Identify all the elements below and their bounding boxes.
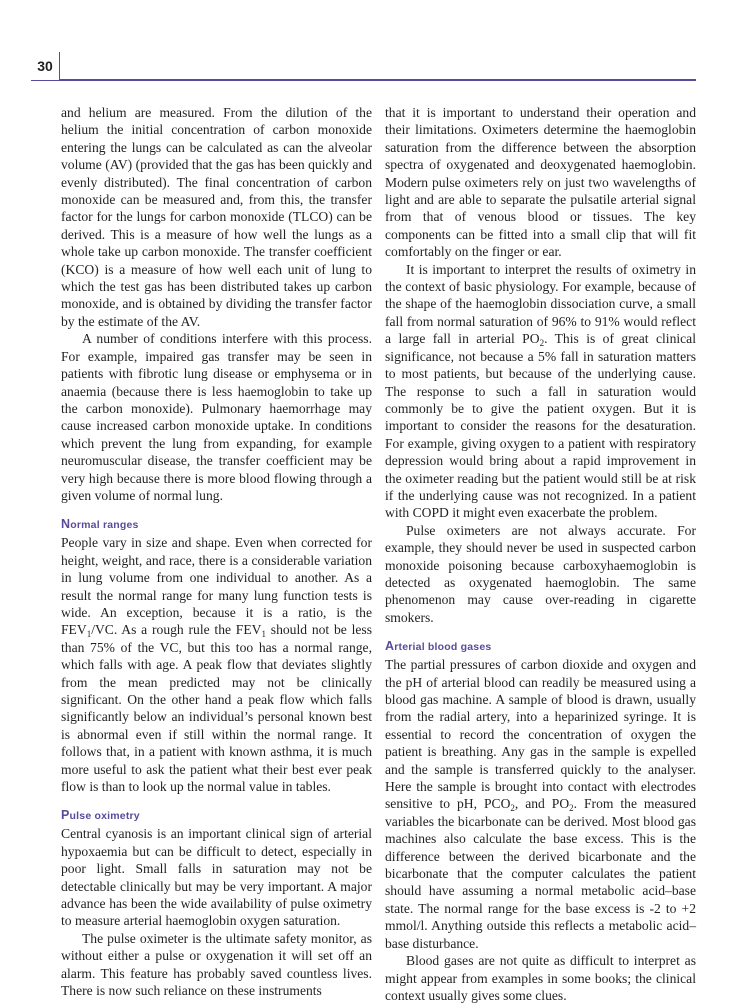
left-column	[61, 104, 372, 1000]
right-column	[385, 104, 696, 1004]
subscript: 2	[569, 803, 574, 814]
subscript: 2	[539, 338, 545, 349]
paragraph-blood-gas-machine	[385, 656, 696, 952]
subscript: 2	[510, 803, 515, 814]
heading-pulse-oximetry: Pulse oximetry	[61, 808, 140, 823]
subscript: 1	[261, 629, 266, 640]
paragraph-interpret-oximetry	[385, 261, 696, 522]
text-segment: The partial pressures of carbon dioxide and oxygen and the pH of arterial blood can readily be measured using a blood gas machine. A sample of blood is drawn, usually from the radial artery, into a heparinized syringe. It is essential to record the concentration of oxygen the patient is breathing. Any gas in the sample is expelled and the sample is transferred quickly to the analyser. Here the sample is brought into contact with electrodes sensitive to pH, PCO	[385, 657, 696, 812]
paragraph-normal-ranges	[61, 534, 372, 795]
subscript: 1	[86, 629, 92, 640]
paragraph-oximeter-operation: that it is important to understand their operation and their limitations. Oximeters determine the haemoglobin saturation from the difference between the absorption spectra of oxygenated and deoxygenated haemoglobin. Modern pulse oximeters rely on just two wavelengths of light and are able to separate the pulsatile arterial signal from that of venous blood or tissues. The key components can be fitted into a small clip that will fit comfortably on the finger or ear.	[385, 105, 696, 260]
text-segment: It is important to interpret the results of oximetry in the context of basic physiology. For example, because of the shape of the haemoglobin dissociation curve, a small fall from normal saturation of 96% to 91% would reflect a large fall in arterial PO	[385, 261, 696, 347]
heading-normal-ranges: Normal ranges	[61, 517, 139, 532]
paragraph-conditions: A number of conditions interfere with this process. For example, impaired gas transfer may be seen in patients with fibrotic lung disease or emphysema or in anaemia (because there is less haemoglobin to take up the carbon monoxide). Pulmonary haemorrhage may cause increased carbon monoxide uptake. In conditions which prevent the lung from expanding, for example neuromuscular disease, the transfer coefficient may be very high because there is more blood flowing through a given volume of normal lung.	[61, 331, 372, 503]
paragraph-cyanosis: Central cyanosis is an important clinical sign of arterial hypoxaemia but can be difficult to detect, especially in poor light. Small falls in saturation may not be detectable clinically but may be very important. A major advance has been the wide availability of pulse oximetry to measure arterial haemoglobin oxygen saturation.	[61, 826, 372, 929]
text-segment: , and PO	[514, 796, 570, 812]
header-rule	[60, 79, 696, 81]
text-segment: People vary in size and shape. Even when corrected for height, weight, and race, there is a considerable variation in lung volume from one individual to another. As a result the normal range for many lung function tests is wide. An exception, because it is a ratio, is the FEV	[61, 535, 372, 638]
heading-arterial-blood-gases: Arterial blood gases	[385, 639, 492, 654]
text-segment: /VC. As a rough rule the FEV	[91, 622, 262, 638]
paragraph-blood-gas-interpretation: Blood gases are not quite as difficult to interpret as might appear from examples in some books; the clinical context usually gives some clues.	[385, 953, 696, 1003]
paragraph-gas-dilution: and helium are measured. From the dilution of the helium the initial concentration of carbon monoxide entering the lungs can be calculated as can the alveolar volume (AV) (provided that the gas has been quickly and evenly distributed). The final concentration of carbon monoxide can be measured and, from this, the transfer factor for the lungs for carbon monoxide (TLCO) can be derived. This is a measure of how well the lungs as a whole take up carbon monoxide. The transfer coefficient (KCO) is a measure of how well each unit of lung to which the test gas has been distributed takes up carbon monoxide, and is obtained by dividing the transfer factor by the estimate of the AV.	[61, 105, 372, 329]
page-number: 30	[31, 52, 60, 81]
paragraph-safety-monitor: The pulse oximeter is the ultimate safety monitor, as without either a pulse or oxygenation it will set off an alarm. This feature has probably saved countless lives. There is now such reliance on these instruments	[61, 930, 372, 999]
text-segment: should not be less than 75% of the VC, but this too has a normal range, which falls with age. A peak flow that deviates slightly from the mean predicted may not be clinically significant. On the other hand a peak flow which falls significantly below an individual’s personal known best is abnormal even if still within the normal range. It follows that, in a patient with known asthma, it is much more useful to ask the patient what their best ever peak flow is than to look up the normal value in tables.	[61, 622, 372, 795]
text-segment: . From the measured variables the bicarbonate can be derived. Most blood gas machines also calculate the base excess. This is the difference between the derived bicarbonate and the bicarbonate that the computer calculates the patient should have assuming a normal metabolic acid–base state. The normal range for the base excess is -2 to +2 mmol/l. Anything outside this reflects a metabolic acid–base disturbance.	[385, 796, 696, 951]
text-segment: . This is of great clinical significance, not because a 5% fall in saturation matters to most patients, but because of the underlying cause. The response to such a fall in saturation would commonly be to give the patient oxygen. But it is important to consider the reasons for the desaturation. For example, giving oxygen to a patient with respiratory depression would bring about a rapid improvement in the oximeter reading but the patient would still be at risk if the underlying cause was not recognized. In a patient with COPD it might even exacerbate the problem.	[385, 331, 696, 521]
paragraph-accuracy: Pulse oximeters are not always accurate. For example, they should never be used in suspected carbon monoxide poisoning because carboxyhaemoglobin is detected as oxygenated haemoglobin. The same phenomenon may cause over-reading in cigarette smokers.	[385, 522, 696, 625]
